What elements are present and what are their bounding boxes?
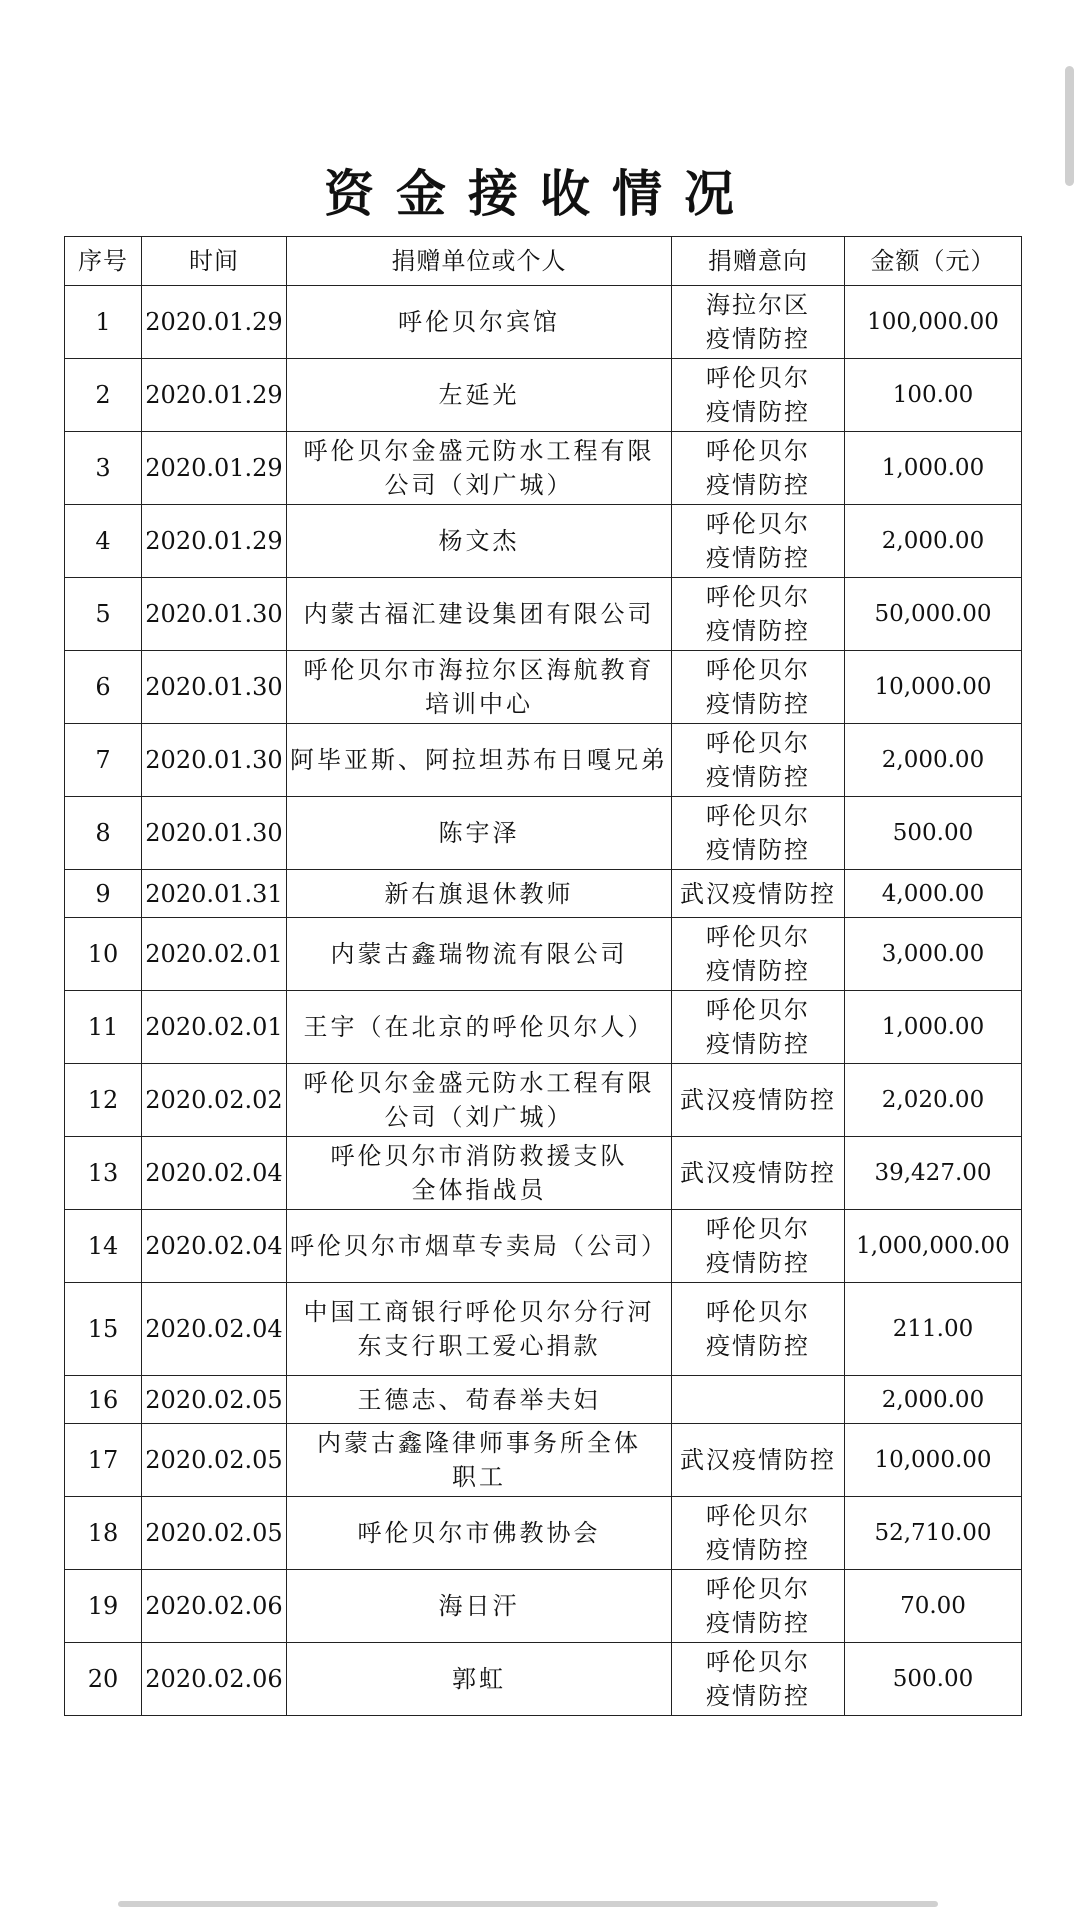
table-row <box>65 432 1022 505</box>
row-amount: 10,000.00 <box>845 1424 1022 1497</box>
row-purpose: 呼伦贝尔 疫情防控 <box>672 1643 845 1716</box>
row-number: 16 <box>65 1376 142 1424</box>
row-amount: 10,000.00 <box>845 651 1022 724</box>
row-purpose: 呼伦贝尔 疫情防控 <box>672 1210 845 1283</box>
row-amount: 4,000.00 <box>845 870 1022 918</box>
row-date: 2020.01.29 <box>142 359 287 432</box>
row-donor: 呼伦贝尔市烟草专卖局（公司） <box>287 1210 672 1283</box>
row-date: 2020.02.05 <box>142 1497 287 1570</box>
table-header-row <box>65 237 1022 286</box>
table-row <box>65 1064 1022 1137</box>
row-number: 1 <box>65 286 142 359</box>
row-date: 2020.02.01 <box>142 918 287 991</box>
table-row <box>65 1283 1022 1376</box>
row-donor: 内蒙古福汇建设集团有限公司 <box>287 578 672 651</box>
row-date: 2020.01.30 <box>142 724 287 797</box>
row-number: 12 <box>65 1064 142 1137</box>
table-row <box>65 724 1022 797</box>
row-amount: 50,000.00 <box>845 578 1022 651</box>
table-row <box>65 1376 1022 1424</box>
row-purpose: 武汉疫情防控 <box>672 1137 845 1210</box>
row-amount: 2,000.00 <box>845 505 1022 578</box>
row-number: 13 <box>65 1137 142 1210</box>
row-donor: 左延光 <box>287 359 672 432</box>
row-amount: 1,000.00 <box>845 432 1022 505</box>
row-donor: 呼伦贝尔市消防救援支队 全体指战员 <box>287 1137 672 1210</box>
row-amount: 2,020.00 <box>845 1064 1022 1137</box>
row-purpose <box>672 1376 845 1424</box>
row-purpose: 呼伦贝尔 疫情防控 <box>672 918 845 991</box>
header-donor: 捐赠单位或个人 <box>287 237 672 286</box>
row-purpose: 武汉疫情防控 <box>672 1424 845 1497</box>
row-amount: 2,000.00 <box>845 1376 1022 1424</box>
row-donor: 内蒙古鑫瑞物流有限公司 <box>287 918 672 991</box>
row-date: 2020.02.02 <box>142 1064 287 1137</box>
row-donor: 新右旗退休教师 <box>287 870 672 918</box>
row-amount: 100.00 <box>845 359 1022 432</box>
row-donor: 陈宇泽 <box>287 797 672 870</box>
row-number: 18 <box>65 1497 142 1570</box>
table-row <box>65 578 1022 651</box>
row-donor: 呼伦贝尔市佛教协会 <box>287 1497 672 1570</box>
row-number: 19 <box>65 1570 142 1643</box>
table-row <box>65 1570 1022 1643</box>
row-purpose: 呼伦贝尔 疫情防控 <box>672 991 845 1064</box>
row-donor: 王宇（在北京的呼伦贝尔人） <box>287 991 672 1064</box>
row-donor: 呼伦贝尔金盛元防水工程有限 公司（刘广城） <box>287 1064 672 1137</box>
row-purpose: 呼伦贝尔 疫情防控 <box>672 1497 845 1570</box>
row-purpose: 呼伦贝尔 疫情防控 <box>672 724 845 797</box>
vertical-scrollbar[interactable] <box>1065 66 1074 186</box>
row-donor: 呼伦贝尔市海拉尔区海航教育 培训中心 <box>287 651 672 724</box>
row-purpose: 海拉尔区 疫情防控 <box>672 286 845 359</box>
row-amount: 1,000.00 <box>845 991 1022 1064</box>
row-amount: 1,000,000.00 <box>845 1210 1022 1283</box>
row-amount: 70.00 <box>845 1570 1022 1643</box>
row-date: 2020.01.29 <box>142 286 287 359</box>
table-row <box>65 359 1022 432</box>
header-date: 时间 <box>142 237 287 286</box>
row-amount: 211.00 <box>845 1283 1022 1376</box>
table-row <box>65 1137 1022 1210</box>
row-donor: 内蒙古鑫隆律师事务所全体 职工 <box>287 1424 672 1497</box>
row-date: 2020.02.06 <box>142 1570 287 1643</box>
table-row <box>65 1643 1022 1716</box>
row-number: 7 <box>65 724 142 797</box>
row-purpose: 呼伦贝尔 疫情防控 <box>672 359 845 432</box>
row-number: 9 <box>65 870 142 918</box>
row-purpose: 武汉疫情防控 <box>672 1064 845 1137</box>
row-date: 2020.01.30 <box>142 578 287 651</box>
row-date: 2020.01.29 <box>142 432 287 505</box>
row-donor: 王德志、荀春举夫妇 <box>287 1376 672 1424</box>
row-number: 11 <box>65 991 142 1064</box>
header-no: 序号 <box>65 237 142 286</box>
page-title: 资金接收情况 <box>324 164 756 223</box>
row-donor: 呼伦贝尔金盛元防水工程有限 公司（刘广城） <box>287 432 672 505</box>
row-date: 2020.02.04 <box>142 1210 287 1283</box>
table-row <box>65 991 1022 1064</box>
row-amount: 3,000.00 <box>845 918 1022 991</box>
table-row <box>65 505 1022 578</box>
table-row <box>65 797 1022 870</box>
row-amount: 500.00 <box>845 1643 1022 1716</box>
row-date: 2020.01.29 <box>142 505 287 578</box>
table-row <box>65 1497 1022 1570</box>
row-number: 10 <box>65 918 142 991</box>
row-donor: 呼伦贝尔宾馆 <box>287 286 672 359</box>
row-number: 5 <box>65 578 142 651</box>
row-donor: 中国工商银行呼伦贝尔分行河 东支行职工爱心捐款 <box>287 1283 672 1376</box>
row-number: 15 <box>65 1283 142 1376</box>
row-amount: 52,710.00 <box>845 1497 1022 1570</box>
row-donor: 海日汗 <box>287 1570 672 1643</box>
table-row <box>65 286 1022 359</box>
row-donor: 杨文杰 <box>287 505 672 578</box>
row-date: 2020.01.30 <box>142 797 287 870</box>
table-row <box>65 918 1022 991</box>
row-number: 6 <box>65 651 142 724</box>
row-date: 2020.01.30 <box>142 651 287 724</box>
row-number: 14 <box>65 1210 142 1283</box>
row-date: 2020.02.06 <box>142 1643 287 1716</box>
row-purpose: 呼伦贝尔 疫情防控 <box>672 797 845 870</box>
row-amount: 500.00 <box>845 797 1022 870</box>
row-number: 3 <box>65 432 142 505</box>
row-purpose: 呼伦贝尔 疫情防控 <box>672 1283 845 1376</box>
row-purpose: 呼伦贝尔 疫情防控 <box>672 432 845 505</box>
table-row <box>65 1210 1022 1283</box>
table-row <box>65 1424 1022 1497</box>
row-amount: 2,000.00 <box>845 724 1022 797</box>
row-date: 2020.02.04 <box>142 1283 287 1376</box>
funds-table <box>64 236 1022 1716</box>
row-date: 2020.02.05 <box>142 1424 287 1497</box>
row-date: 2020.01.31 <box>142 870 287 918</box>
horizontal-scrollbar[interactable] <box>118 1901 938 1907</box>
header-amount: 金额（元） <box>845 237 1022 286</box>
row-purpose: 呼伦贝尔 疫情防控 <box>672 578 845 651</box>
row-number: 17 <box>65 1424 142 1497</box>
header-purpose: 捐赠意向 <box>672 237 845 286</box>
row-amount: 100,000.00 <box>845 286 1022 359</box>
row-purpose: 武汉疫情防控 <box>672 870 845 918</box>
row-amount: 39,427.00 <box>845 1137 1022 1210</box>
table-row <box>65 651 1022 724</box>
row-purpose: 呼伦贝尔 疫情防控 <box>672 651 845 724</box>
row-number: 4 <box>65 505 142 578</box>
row-date: 2020.02.04 <box>142 1137 287 1210</box>
row-number: 2 <box>65 359 142 432</box>
row-donor: 阿毕亚斯、阿拉坦苏布日嘎兄弟 <box>287 724 672 797</box>
row-purpose: 呼伦贝尔 疫情防控 <box>672 1570 845 1643</box>
table-row <box>65 870 1022 918</box>
row-number: 20 <box>65 1643 142 1716</box>
row-number: 8 <box>65 797 142 870</box>
row-date: 2020.02.05 <box>142 1376 287 1424</box>
row-donor: 郭虹 <box>287 1643 672 1716</box>
row-date: 2020.02.01 <box>142 991 287 1064</box>
row-purpose: 呼伦贝尔 疫情防控 <box>672 505 845 578</box>
